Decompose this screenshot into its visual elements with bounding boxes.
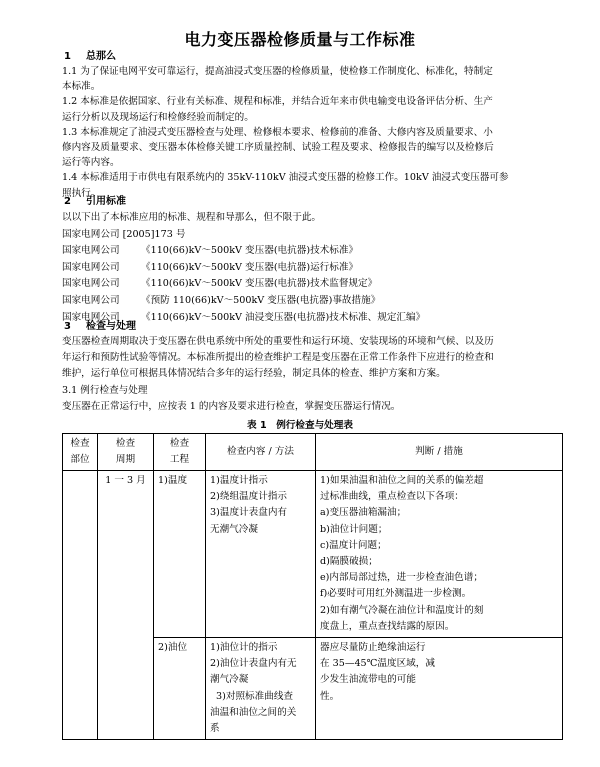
- section-2-title: 引用标准: [86, 196, 126, 207]
- section-1-heading: [62, 49, 552, 64]
- section-3-heading: [62, 319, 552, 334]
- header-content: 检查内容 / 方法: [206, 434, 316, 471]
- paragraph-line: 1.1 为了保证电网平安可靠运行，提高油浸式变压器的检修质量，使检修工作制度化、标准化，特制定: [62, 66, 493, 77]
- reference-item: 国家电网公司 《预防 110(66)kV～500kV 变压器(电抗器)事故措施》: [62, 294, 381, 306]
- subsection-heading: 3.1 例行检查与处理: [62, 384, 148, 396]
- reference-item: 国家电网公司 《110(66)kV～500kV 变压器(电抗器)运行标准》: [62, 261, 359, 273]
- table-caption: 表 1 例行检查与处理表: [247, 420, 353, 431]
- page-title: 电力变压器检修质量与工作标准: [184, 30, 416, 49]
- section-3-title: 检查与处理: [86, 321, 136, 332]
- paragraph-line: 运行分析以及现场运行和检修经验而制定的。: [62, 111, 254, 123]
- paragraph-line: 年运行和预防性试验等情况。本标准所提出的检查维护工程是变压器在正常工作条件下应进行的检查和: [62, 352, 494, 364]
- paragraph-line: 本标准。: [62, 81, 101, 93]
- section-1-number: 1: [64, 51, 71, 62]
- paragraph-line: 以以下出了本标准应用的标准、规程和导那么，但不限于此。: [62, 212, 322, 223]
- cell-judge: 1)如果油温和油位之间的关系的偏差超 过标准曲线，重点检查以下各项： a)变压器油箱漏油； b)油位计问题； c)温度计问题； d)隔膜破损； e)内部局部过热，进一步检查油色谱； f)必要时可用红外测温进一步检测。 2)如有潮气冷凝在油位计和温度计的刻 度盘上，重点查找结露的原因。: [316, 471, 563, 638]
- cell-content: 1)温度计指示 2)绕组温度计指示 3)温度计表盘内有 无潮气冷凝: [206, 471, 316, 638]
- header-part: 检查 部位: [63, 434, 98, 471]
- doc-reference: 国家电网公司 [2005]173 号: [62, 228, 186, 240]
- reference-item: 国家电网公司 《110(66)kV～500kV 变压器(电抗器)技术标准》: [62, 245, 359, 257]
- reference-item: 国家电网公司 《110(66)kV～500kV 油浸变压器(电抗器)技术标准、规定汇编》: [62, 311, 426, 323]
- table-row: [63, 471, 563, 638]
- cell-item: 2)油位: [154, 638, 206, 740]
- cell-judge: 器应尽量防止绝缘油运行 在 35—45℃温度区域，减 少发生油流带电的可能 性。: [316, 638, 563, 740]
- table-header-row: [63, 434, 563, 471]
- paragraph-line: 1.3 本标准规定了油浸式变压器检查与处理、检修根本要求、检修前的准备、大修内容及质量要求、小: [62, 126, 493, 138]
- inspection-table: [62, 433, 563, 740]
- section-2-body: [62, 210, 552, 326]
- reference-item: 国家电网公司 《110(66)kV～500kV 变压器(电抗器)技术监督规定》: [62, 278, 378, 290]
- paragraph-line: 修内容及质量要求、变压器本体检修关键工序质量控制、试验工程及要求、检修报告的编写以及检修后: [62, 142, 494, 154]
- section-2-number: 2: [64, 196, 71, 207]
- paragraph-line: 照执行。: [62, 187, 101, 199]
- header-item: 检查 工程: [154, 434, 206, 471]
- section-1-title: 总那么: [86, 51, 116, 62]
- header-cycle: 检查 周期: [98, 434, 154, 471]
- cell-content: 1)油位计的指示 2)油位计表盘内有无 潮气冷凝 3)对照标准曲线查 油温和油位之间的关 系: [206, 638, 316, 740]
- paragraph-line: 维护，运行单位可根据具体情况结合多年的运行经验，制定具体的检查、维护方案和方案。: [62, 368, 446, 380]
- paragraph-line: 运行等内容。: [62, 157, 120, 169]
- section-3-number: 3: [64, 321, 71, 332]
- cell-part: [63, 471, 98, 740]
- cell-cycle: 1 一 3 月: [98, 471, 154, 740]
- paragraph-line: 变压器检查周期取决于变压器在供电系统中所处的重要性和运行环境、安装现场的环境和气候、以及历: [62, 336, 494, 347]
- paragraph-line: 1.2 本标准是依据国家、行业有关标准、规程和标准，并结合近年来市供电输变电设备评估分析、生产: [62, 96, 493, 108]
- header-judge: 判断 / 措施: [316, 434, 563, 471]
- cell-item: 1)温度: [154, 471, 206, 638]
- section-1-body: [62, 64, 552, 201]
- section-2-heading: [62, 194, 552, 209]
- section-3-body: [62, 334, 552, 415]
- paragraph-line: 变压器在正常运行中，应按表 1 的内容及要求进行检查，掌握变压器运行情况。: [62, 400, 401, 412]
- paragraph-line: 1.4 本标准适用于市供电有限系统内的 35kV-110kV 油浸式变压器的检修工作。10kV 油浸式变压器可参: [62, 172, 509, 184]
